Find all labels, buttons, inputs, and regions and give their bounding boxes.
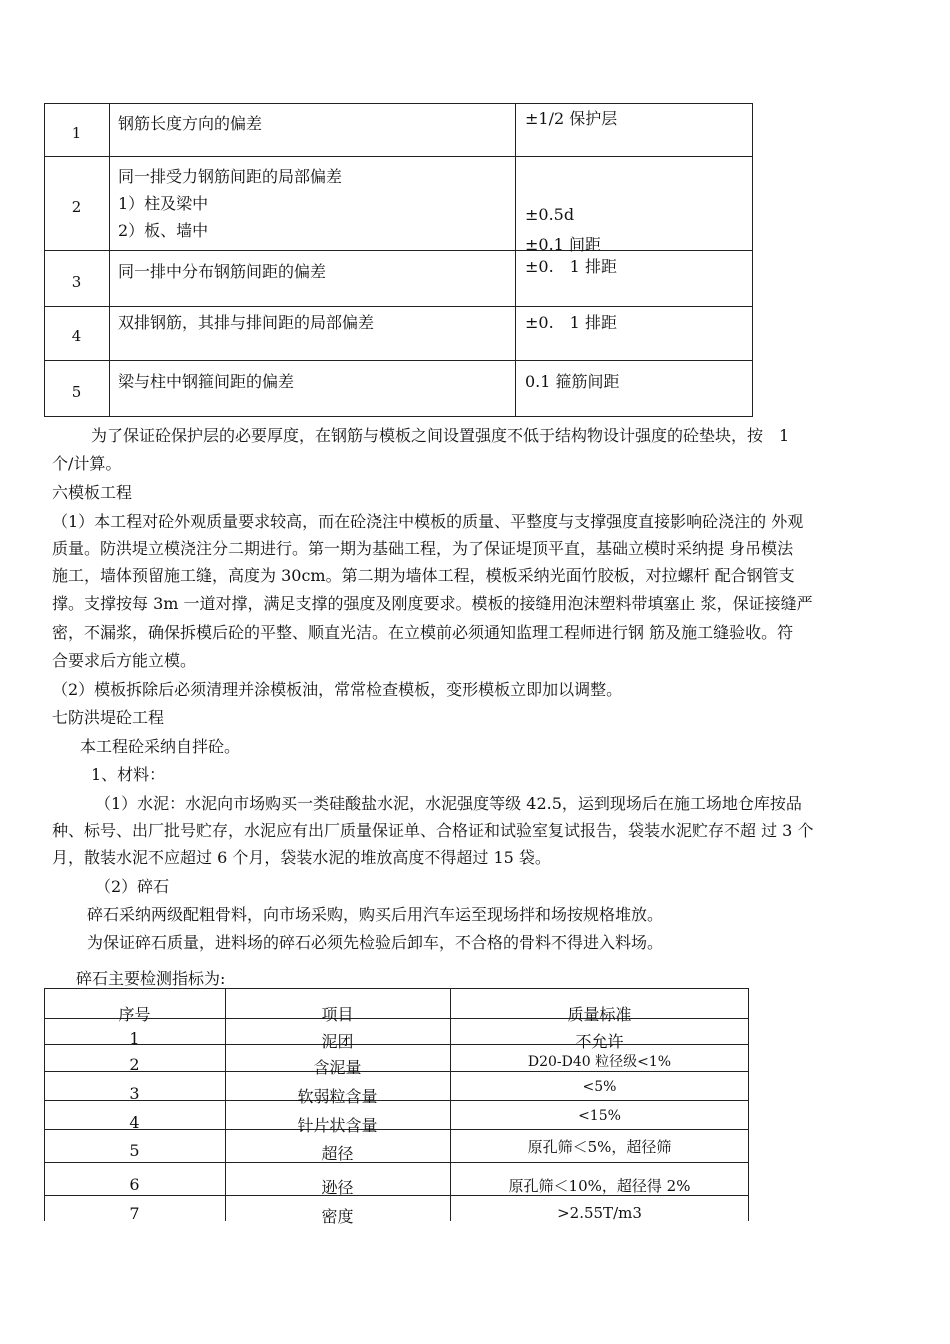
- paragraph: 碎石采纳两级配粗骨料，向市场采购，购买后用汽车运至现场拌和场按规格堆放。: [87, 905, 664, 924]
- row-number: 5: [71, 383, 82, 401]
- table-cell: 原孔筛＜10%，超径得 2%: [508, 1177, 691, 1195]
- table-cell: 5: [129, 1141, 140, 1160]
- tolerance-text: 0.1 箍筋间距: [525, 372, 620, 391]
- table-cell: 不允许: [575, 1032, 624, 1051]
- table-cell: 3: [129, 1084, 140, 1103]
- table-cell: 7: [129, 1204, 140, 1223]
- row-number: 3: [71, 273, 82, 291]
- table-cell: 逊径: [321, 1178, 354, 1197]
- table-cell: 原孔筛＜5%，超径筛: [527, 1138, 672, 1156]
- row-number: 1: [71, 124, 82, 142]
- subheading: 1、材料：: [91, 765, 166, 784]
- paragraph: 为了保证砼保护层的必要厚度，在钢筋与模板之间设置强度不低于结构物设计强度的砼垫块，按 1: [91, 426, 790, 445]
- item-text: 钢筋长度方向的偏差: [118, 114, 263, 133]
- table-cell: 1: [129, 1029, 140, 1048]
- table-cell: >2.55T/m3: [557, 1204, 642, 1222]
- column-header: 项目: [321, 1005, 354, 1024]
- paragraph: 为保证碎石质量，进料场的碎石必须先检验后卸车，不合格的骨料不得进入料场。: [87, 933, 664, 952]
- table-cell: <15%: [578, 1108, 621, 1124]
- table-cell: 密度: [321, 1207, 354, 1226]
- column-header: 质量标准: [567, 1005, 632, 1024]
- table-cell: 针片状含量: [297, 1116, 378, 1135]
- paragraph-line: 撑。支撑按每 3m 一道对撑，满足支撑的强度及刚度要求。模板的接缝用泡沫塑料带填塞止 浆，保证接缝严: [52, 594, 813, 613]
- paragraph: 本工程砼采纳自拌砼。: [80, 737, 241, 756]
- table-cell: 含泥量: [313, 1058, 362, 1077]
- tolerance-text: ±0.5d: [525, 205, 575, 224]
- section-heading: 六模板工程: [52, 483, 133, 502]
- paragraph-line: 月，散装水泥不应超过 6 个月，袋装水泥的堆放高度不得超过 15 袋。: [52, 848, 551, 867]
- section-heading: 七防洪堤砼工程: [52, 708, 165, 727]
- row-number: 2: [71, 198, 82, 216]
- column-header: 序号: [118, 1005, 151, 1024]
- paragraph-line: 施工，墙体预留施工缝，高度为 30cm。第二期为墙体工程，模板采纳光面竹胶板，对拉螺杆 配合钢管支: [52, 566, 795, 585]
- tolerance-text: ±0.1 间距: [525, 235, 601, 254]
- gravel-index-table: [44, 988, 749, 1226]
- tolerance-table: [44, 103, 753, 417]
- subheading: （2）碎石: [95, 877, 170, 896]
- paragraph-line: 密，不漏浆，确保拆模后砼的平整、顺直光洁。在立模前必须通知监理工程师进行钢 筋及施工缝验收。符: [52, 623, 794, 642]
- paragraph-line: （1）本工程对砼外观质量要求较高，而在砼浇注中模板的质量、平整度与支撑强度直接影响砼浇注的 外观: [52, 512, 804, 531]
- item-text: 梁与柱中钢箍间距的偏差: [118, 372, 295, 391]
- table-cell: 软弱粒含量: [297, 1087, 378, 1106]
- item-text: 2）板、墙中: [118, 221, 209, 240]
- tolerance-text: ±0. 1 排距: [525, 313, 617, 332]
- row-number: 4: [71, 327, 82, 345]
- table-cell: 2: [129, 1055, 140, 1074]
- item-text: 同一排中分布钢筋间距的偏差: [118, 262, 327, 281]
- tolerance-text: ±0. 1 排距: [525, 257, 617, 276]
- item-text: 1）柱及梁中: [118, 194, 209, 213]
- paragraph: （2）模板拆除后必须清理并涂模板油，常常检查模板，变形模板立即加以调整。: [52, 680, 623, 699]
- table-cell: D20-D40 粒径级<1%: [527, 1054, 672, 1070]
- table-caption: 碎石主要检测指标为:: [76, 969, 226, 988]
- paragraph: 个/计算。: [52, 454, 122, 473]
- item-text: 同一排受力钢筋间距的局部偏差: [118, 167, 343, 186]
- table-cell: <5%: [582, 1079, 617, 1095]
- table-cell: 4: [129, 1113, 140, 1132]
- paragraph-line: 种、标号、出厂批号贮存，水泥应有出厂质量保证单、合格证和试验室复试报告，袋装水泥贮存不超 过 3 个: [52, 821, 814, 840]
- paragraph-line: （1）水泥：水泥向市场购买一类硅酸盐水泥，水泥强度等级 42.5，运到现场后在施工场地仓库按品: [95, 794, 802, 813]
- table-cell: 6: [129, 1175, 140, 1194]
- paragraph-line: 质量。防洪堤立模浇注分二期进行。第一期为基础工程，为了保证堤顶平直，基础立模时采纳提 身吊模法: [52, 539, 794, 558]
- tolerance-text: ±1/2 保护层: [525, 109, 618, 128]
- paragraph-line: 合要求后方能立模。: [52, 651, 197, 670]
- table-cell: 超径: [321, 1144, 354, 1163]
- table-cell: 泥团: [321, 1032, 354, 1051]
- item-text: 双排钢筋，其排与排间距的局部偏差: [118, 313, 375, 332]
